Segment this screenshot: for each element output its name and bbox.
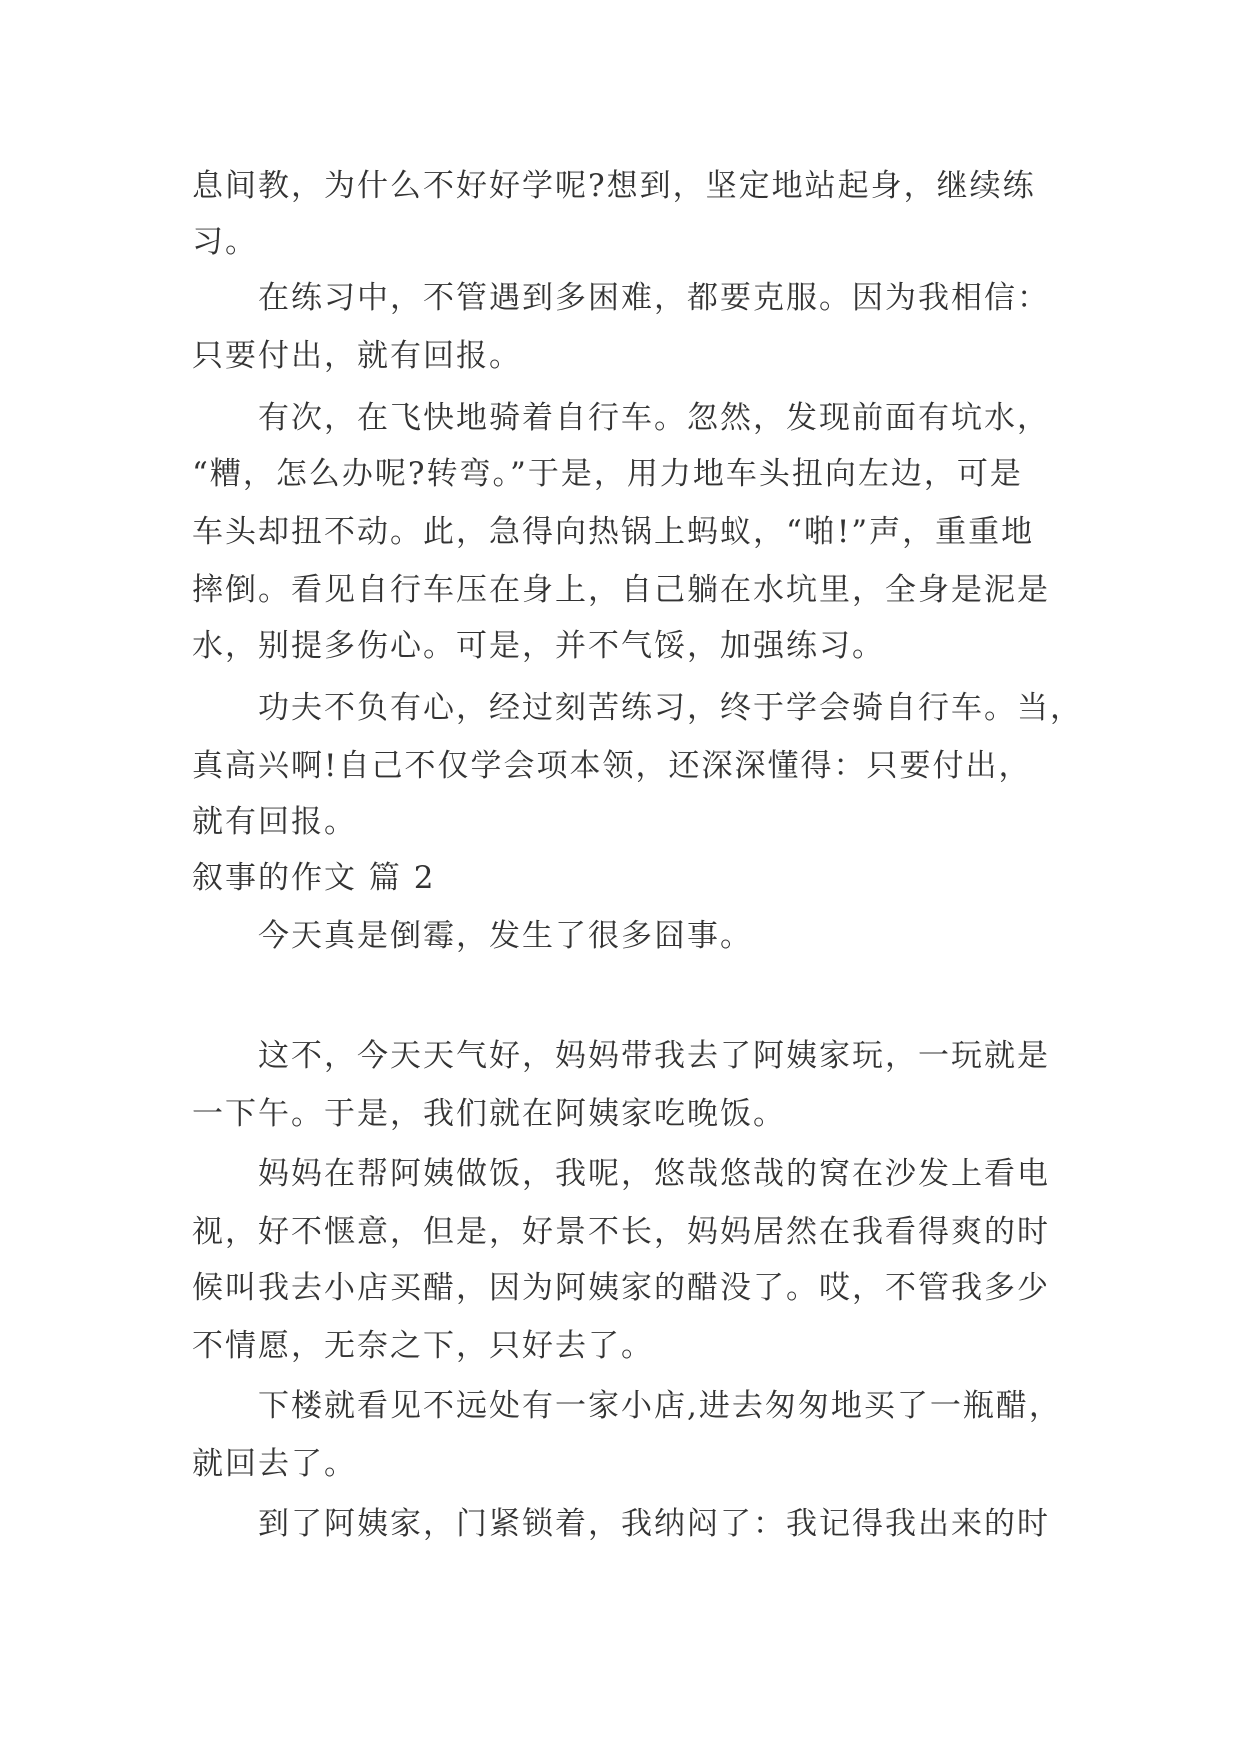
text-line: 真高兴啊!自己不仅学会项本领，还深深懂得：只要付出， xyxy=(192,748,1032,784)
text-line: 视，好不惬意，但是，好景不长，妈妈居然在我看得爽的时 xyxy=(192,1214,1050,1250)
text-line: 今天真是倒霉，发生了很多囧事。 xyxy=(258,918,753,954)
text-line: 习。 xyxy=(192,224,258,260)
text-line: 水，别提多伤心。可是，并不气馁，加强练习。 xyxy=(192,628,885,664)
text-line: 只要付出，就有回报。 xyxy=(192,338,522,374)
text-line: 息间教，为什么不好好学呢?想到，坚定地站起身，继续练 xyxy=(192,168,1036,204)
text-line: 下楼就看见不远处有一家小店,进去匆匆地买了一瓶醋， xyxy=(258,1388,1062,1424)
text-line: 就回去了。 xyxy=(192,1446,357,1482)
text-line: 就有回报。 xyxy=(192,804,357,840)
text-line: 到了阿姨家，门紧锁着，我纳闷了：我记得我出来的时 xyxy=(258,1506,1050,1542)
text-line: 有次，在飞快地骑着自行车。忽然，发现前面有坑水， xyxy=(258,400,1050,436)
text-line: 功夫不负有心，经过刻苦练习，终于学会骑自行车。当， xyxy=(258,690,1083,726)
text-line: 这不，今天天气好，妈妈带我去了阿姨家玩，一玩就是 xyxy=(258,1038,1050,1074)
text-line: 在练习中，不管遇到多困难，都要克服。因为我相信： xyxy=(258,280,1050,316)
text-line: 一下午。于是，我们就在阿姨家吃晚饭。 xyxy=(192,1096,786,1132)
text-line: 候叫我去小店买醋，因为阿姨家的醋没了。哎，不管我多少 xyxy=(192,1270,1050,1306)
section-heading: 叙事的作文 篇 2 xyxy=(192,860,436,896)
text-line: 不情愿，无奈之下，只好去了。 xyxy=(192,1328,654,1364)
text-line: “糟，怎么办呢?转弯。”于是，用力地车头扭向左边，可是 xyxy=(192,456,1023,492)
text-line: 摔倒。看见自行车压在身上，自己躺在水坑里，全身是泥是 xyxy=(192,572,1050,608)
text-line: 妈妈在帮阿姨做饭，我呢，悠哉悠哉的窝在沙发上看电 xyxy=(258,1156,1050,1192)
text-line: 车头却扭不动。此，急得向热锅上蚂蚁，“啪!”声，重重地 xyxy=(192,514,1035,550)
